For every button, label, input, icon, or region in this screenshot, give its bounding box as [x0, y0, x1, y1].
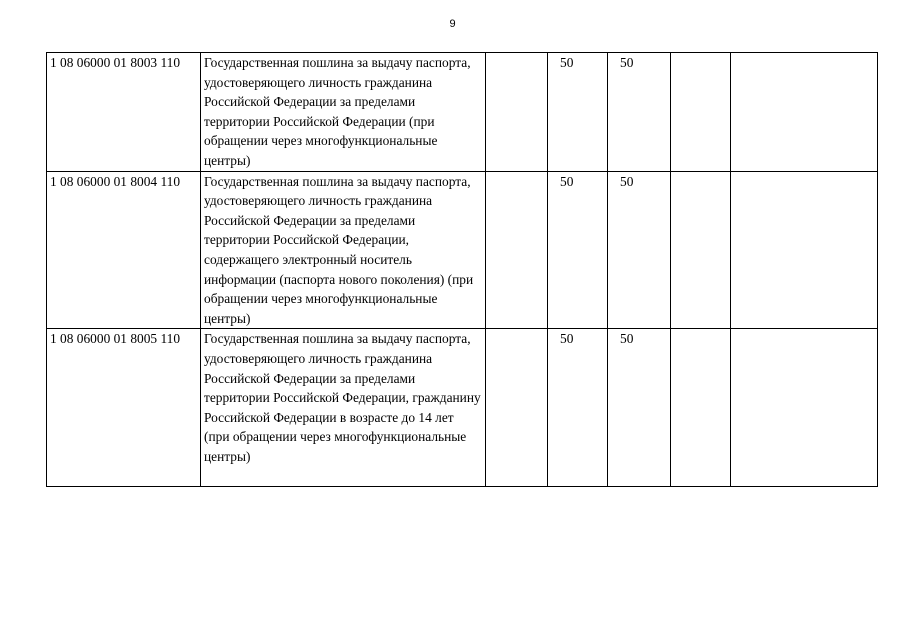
table-row	[47, 329, 878, 487]
value-col-3	[486, 53, 548, 172]
value-col-7	[731, 329, 878, 487]
value-col-6	[671, 171, 731, 329]
value-col-7	[731, 53, 878, 172]
value-col-5: 50	[608, 53, 671, 172]
fee-description: Государственная пошлина за выдачу паспорта, удостоверяющего личность гражданина Российской Федерации за пределами территории Российской Федерации (при обращении через многофункциональные центры)	[201, 53, 486, 172]
table-row	[47, 171, 878, 329]
value-col-7	[731, 171, 878, 329]
value-col-3	[486, 329, 548, 487]
value-col-4: 50	[548, 329, 608, 487]
fee-table	[46, 52, 878, 487]
value-col-4: 50	[548, 53, 608, 172]
value-col-6	[671, 329, 731, 487]
budget-code: 1 08 06000 01 8003 110	[47, 53, 201, 172]
page-number: 9	[449, 18, 456, 30]
value-col-3	[486, 171, 548, 329]
fee-description: Государственная пошлина за выдачу паспорта, удостоверяющего личность гражданина Российской Федерации за пределами территории Российской Федерации, содержащего электронный носитель информации (паспорта нового поколения) (при обращении через многофункциональные центры)	[201, 171, 486, 329]
budget-code: 1 08 06000 01 8005 110	[47, 329, 201, 487]
fee-description: Государственная пошлина за выдачу паспорта, удостоверяющего личность гражданина Российской Федерации за пределами территории Российской Федерации, гражданину Российской Федерации в возрасте до 14 лет (при обращении через многофункциональные центры)	[201, 329, 486, 487]
value-col-5: 50	[608, 171, 671, 329]
value-col-4: 50	[548, 171, 608, 329]
table-row	[47, 53, 878, 172]
value-col-5: 50	[608, 329, 671, 487]
value-col-6	[671, 53, 731, 172]
budget-code: 1 08 06000 01 8004 110	[47, 171, 201, 329]
